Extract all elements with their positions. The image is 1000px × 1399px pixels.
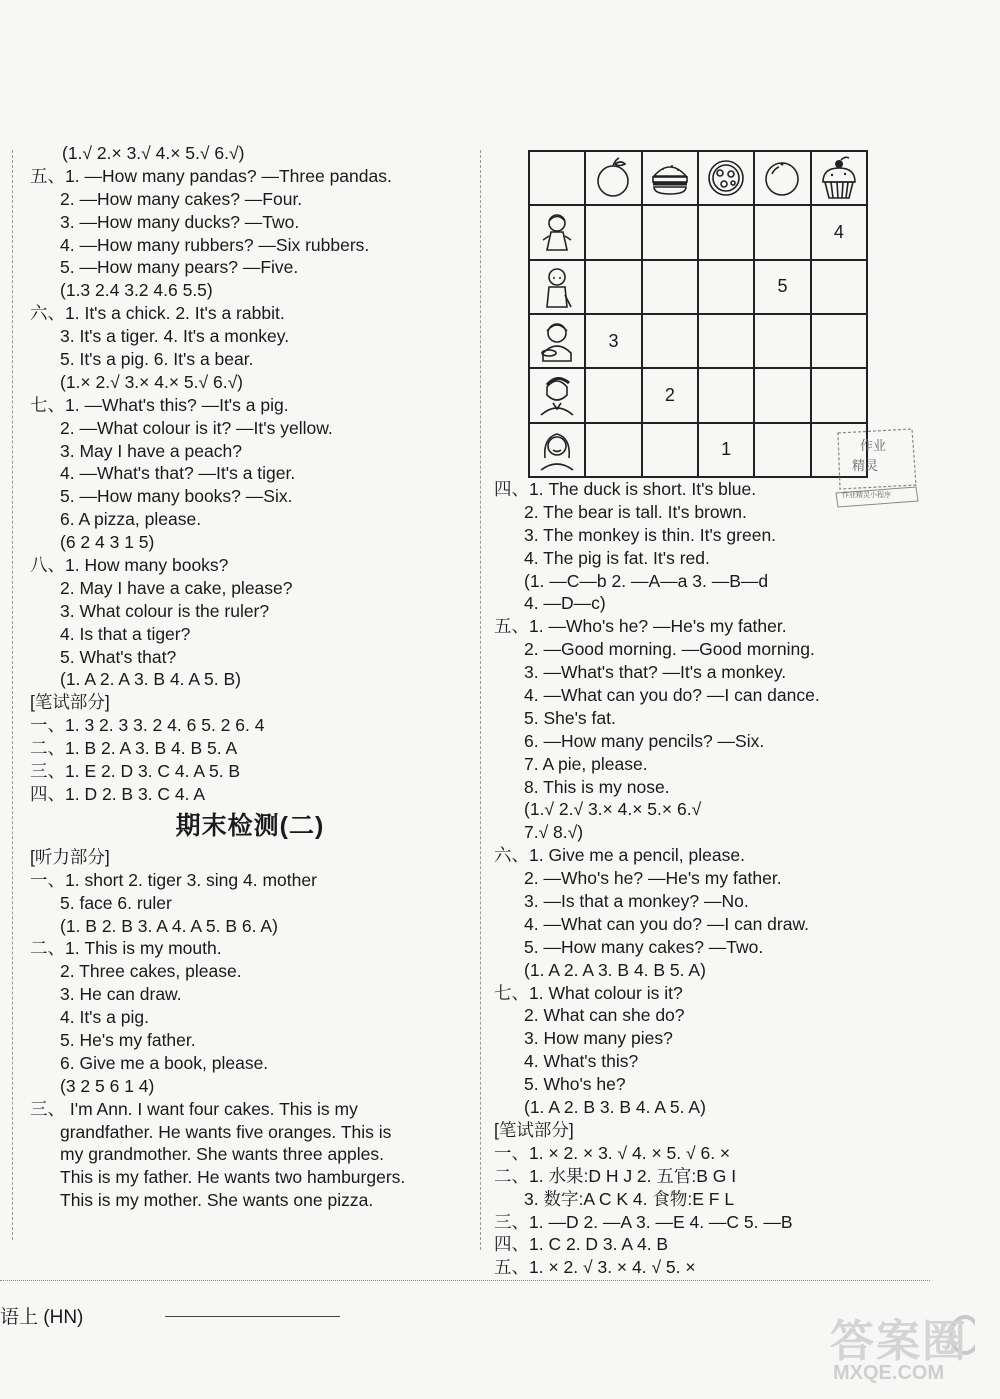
answer-line: 一、1. short 2. tiger 3. sing 4. mother xyxy=(30,869,317,890)
grid-answer-cell: 4 xyxy=(811,205,867,259)
grid-food-cell xyxy=(642,151,698,205)
answer-line: 5. Who's he? xyxy=(524,1074,626,1095)
grid-answer-cell xyxy=(642,260,698,314)
answer-line: 5. What's that? xyxy=(60,646,177,667)
apple-icon xyxy=(591,156,635,200)
grid-person-cell xyxy=(529,423,585,477)
answer-line: 2. What can she do? xyxy=(524,1005,685,1026)
answer-line: 二、1. This is my mouth. xyxy=(30,938,222,959)
answer-line: 三、1. E 2. D 3. C 4. A 5. B xyxy=(30,761,241,782)
watermark-logo-text: 答案圈 xyxy=(830,1317,968,1366)
answer-line: 2. May I have a cake, please? xyxy=(60,577,293,598)
answer-line: 2. —Who's he? —He's my father. xyxy=(524,868,782,889)
answer-line: This is my mother. She wants one pizza. xyxy=(60,1190,374,1211)
answer-line: 五、1. —How many pandas? —Three pandas. xyxy=(30,165,392,186)
answer-line: 5. It's a pig. 6. It's a bear. xyxy=(60,349,254,370)
answer-line: 四、1. C 2. D 3. A 4. B xyxy=(494,1234,669,1255)
grid-corner-cell xyxy=(529,151,585,205)
answer-line: 3. The monkey is thin. It's green. xyxy=(524,524,777,545)
grid-person-cell xyxy=(529,368,585,422)
girl-icon xyxy=(535,210,579,254)
answer-line: 3. How many pies? xyxy=(524,1028,673,1049)
answer-line: (1. A 2. A 3. B 4. B 5. A) xyxy=(524,959,706,980)
answer-line: 3. He can draw. xyxy=(60,984,182,1005)
answer-line: 一、1. 3 2. 3 3. 2 4. 6 5. 2 6. 4 xyxy=(30,715,265,736)
watermark xyxy=(825,1300,975,1390)
answer-line: 2. Three cakes, please. xyxy=(60,961,242,982)
answer-line: (1.3 2.4 3.2 4.6 5.5) xyxy=(60,280,213,301)
grid-answer-cell xyxy=(585,205,641,259)
grid-food-cell xyxy=(754,151,810,205)
hamburger-icon xyxy=(648,156,692,200)
answer-line: 七、1. —What's this? —It's a pig. xyxy=(30,394,289,415)
answer-line: 一、1. × 2. × 3. √ 4. × 5. √ 6. × xyxy=(494,1142,731,1163)
grid-answer-cell xyxy=(811,314,867,368)
answer-line: 2. —What colour is it? —It's yellow. xyxy=(60,417,333,438)
grid-answer-cell xyxy=(754,205,810,259)
grid-food-cell xyxy=(811,151,867,205)
section-title: 期末检测(二) xyxy=(175,811,325,840)
answer-line: 5. —How many pears? —Five. xyxy=(60,257,299,278)
answer-line: 3. —How many ducks? —Two. xyxy=(60,211,300,232)
answer-line: 3. What colour is the ruler? xyxy=(60,600,270,621)
grid-answer-cell xyxy=(754,314,810,368)
grandfather-icon xyxy=(535,265,579,309)
answer-line: 7. A pie, please. xyxy=(524,753,648,774)
footer-label: 语上 (HN) xyxy=(0,1307,84,1328)
grid-answer-cell xyxy=(698,368,754,422)
answer-line: (1.√ 2.× 3.√ 4.× 5.√ 6.√) xyxy=(62,143,245,163)
grid-answer-cell xyxy=(585,423,641,477)
mother-icon xyxy=(535,428,579,472)
grandmother-icon xyxy=(535,319,579,363)
grid-answer-cell xyxy=(754,423,810,477)
answer-line: 3. —Is that a monkey? —No. xyxy=(524,891,749,912)
watermark-text: MXQE.COM xyxy=(833,1362,945,1384)
answer-line: (1. —C—b 2. —A—a 3. —B—d xyxy=(524,570,769,591)
grid-answer-cell xyxy=(585,368,641,422)
column-divider xyxy=(480,150,481,1250)
answer-line: 5. face 6. ruler xyxy=(60,892,172,913)
answer-line: [听力部分] xyxy=(30,846,110,867)
answer-line: [笔试部分] xyxy=(30,692,110,713)
answer-line: 5. He's my father. xyxy=(60,1029,196,1050)
stamp-text-1: 作业 xyxy=(860,438,887,453)
answer-line: 4. It's a pig. xyxy=(60,1007,149,1028)
cake-icon xyxy=(817,156,861,200)
answer-line: This is my father. He wants two hamburgers. xyxy=(60,1167,406,1188)
answer-line: (1. A 2. B 3. B 4. A 5. A) xyxy=(524,1097,706,1118)
answer-line: 7.√ 8.√) xyxy=(524,822,584,843)
left-column xyxy=(30,142,470,1212)
answer-line: grandfather. He wants five oranges. This is xyxy=(60,1121,392,1142)
answer-line: 4. —How many rubbers? —Six rubbers. xyxy=(60,234,370,255)
grid-answer-cell: 2 xyxy=(642,368,698,422)
answer-line: 6. A pizza, please. xyxy=(60,509,202,530)
answer-line: 三、 I'm Ann. I want four cakes. This is my xyxy=(30,1098,358,1119)
answer-line: 2. —How many cakes? —Four. xyxy=(60,188,303,209)
answer-line: 4. —D—c) xyxy=(524,593,606,614)
answer-line: 三、1. —D 2. —A 3. —E 4. —C 5. —B xyxy=(494,1211,793,1232)
answer-line: 4. —What can you do? —I can draw. xyxy=(524,913,810,934)
orange-icon xyxy=(760,156,804,200)
answer-line: 5. —How many cakes? —Two. xyxy=(524,936,764,957)
answer-line: 五、1. × 2. √ 3. × 4. √ 5. × xyxy=(494,1257,696,1278)
answer-line: (3 2 5 6 1 4) xyxy=(60,1075,155,1096)
grid-answer-cell xyxy=(811,368,867,422)
grid-answer-cell xyxy=(642,205,698,259)
answer-line: 五、1. —Who's he? —He's my father. xyxy=(494,616,787,637)
answer-line: (1. B 2. B 3. A 4. A 5. B 6. A) xyxy=(60,915,278,936)
grid-row xyxy=(529,260,867,314)
father-icon xyxy=(535,373,579,417)
answer-line: [笔试部分] xyxy=(494,1119,574,1140)
answer-line: my grandmother. She wants three apples. xyxy=(60,1144,384,1165)
grid-person-cell xyxy=(529,260,585,314)
grid-row xyxy=(529,368,867,422)
answer-line: 4. What's this? xyxy=(524,1051,639,1072)
answer-line: (6 2 4 3 1 5) xyxy=(60,532,155,553)
grid-person-cell xyxy=(529,314,585,368)
pizza-icon xyxy=(704,156,748,200)
answer-line: 5. She's fat. xyxy=(524,707,616,728)
answer-line: (1.√ 2.√ 3.× 4.× 5.× 6.√ xyxy=(524,799,702,820)
answer-line: 二、1. 水果:D H J 2. 五官:B G I xyxy=(494,1165,737,1186)
answer-line: 5. —How many books? —Six. xyxy=(60,486,293,507)
answer-line: (1. A 2. A 3. B 4. A 5. B) xyxy=(60,669,241,690)
answer-line: 七、1. What colour is it? xyxy=(494,982,683,1003)
right-column xyxy=(494,478,914,1279)
grid-answer-cell xyxy=(642,314,698,368)
stamp-caption: 作业精灵小程序 xyxy=(842,492,891,499)
matching-grid xyxy=(528,150,868,478)
grid-answer-cell: 5 xyxy=(754,260,810,314)
answer-line: 八、1. How many books? xyxy=(30,555,229,576)
grid-answer-cell xyxy=(811,260,867,314)
grid-answer-cell xyxy=(754,368,810,422)
answer-line: 4. —What's that? —It's a tiger. xyxy=(60,463,296,484)
answer-line: 2. The bear is tall. It's brown. xyxy=(524,501,747,522)
answer-line: 二、1. B 2. A 3. B 4. B 5. A xyxy=(30,738,238,759)
left-margin-divider xyxy=(12,150,13,1240)
grid-food-cell xyxy=(698,151,754,205)
grid-answer-cell: 1 xyxy=(698,423,754,477)
answer-line: 2. —Good morning. —Good morning. xyxy=(524,639,815,660)
answer-line: 四、1. The duck is short. It's blue. xyxy=(494,479,757,499)
answer-line: 6. —How many pencils? —Six. xyxy=(524,730,765,751)
grid-answer-cell xyxy=(642,423,698,477)
answer-line: 四、1. D 2. B 3. C 4. A xyxy=(30,783,206,804)
answer-line: 六、1. It's a chick. 2. It's a rabbit. xyxy=(30,303,285,324)
answer-line: 3. 数字:A C K 4. 食物:E F L xyxy=(524,1188,735,1209)
answer-line: 六、1. Give me a pencil, please. xyxy=(494,845,745,866)
grid-person-cell xyxy=(529,205,585,259)
grid-header-row xyxy=(529,151,867,205)
answer-line: (1.× 2.√ 3.× 4.× 5.√ 6.√) xyxy=(60,371,244,392)
answer-line: 6. Give me a book, please. xyxy=(60,1052,269,1073)
answer-line: 3. —What's that? —It's a monkey. xyxy=(524,662,787,683)
answer-line: 4. —What can you do? —I can dance. xyxy=(524,685,820,706)
grid-answer-cell xyxy=(698,314,754,368)
answer-line: 3. May I have a peach? xyxy=(60,440,242,461)
grid-answer-cell: 3 xyxy=(585,314,641,368)
grid-answer-cell xyxy=(698,260,754,314)
answer-line: 8. This is my nose. xyxy=(524,776,670,797)
answer-line: 4. Is that a tiger? xyxy=(60,623,191,644)
grid-row xyxy=(529,205,867,259)
footer-underline xyxy=(165,1316,340,1317)
grid-answer-cell xyxy=(585,260,641,314)
stamp-text-2: 精灵 xyxy=(852,458,879,473)
grid-answer-cell xyxy=(698,205,754,259)
answer-line: 4. The pig is fat. It's red. xyxy=(524,547,710,568)
footer-divider xyxy=(0,1280,930,1281)
grid-row xyxy=(529,423,867,477)
answer-line: 3. It's a tiger. 4. It's a monkey. xyxy=(60,326,290,347)
grid-row xyxy=(529,314,867,368)
grid-food-cell xyxy=(585,151,641,205)
